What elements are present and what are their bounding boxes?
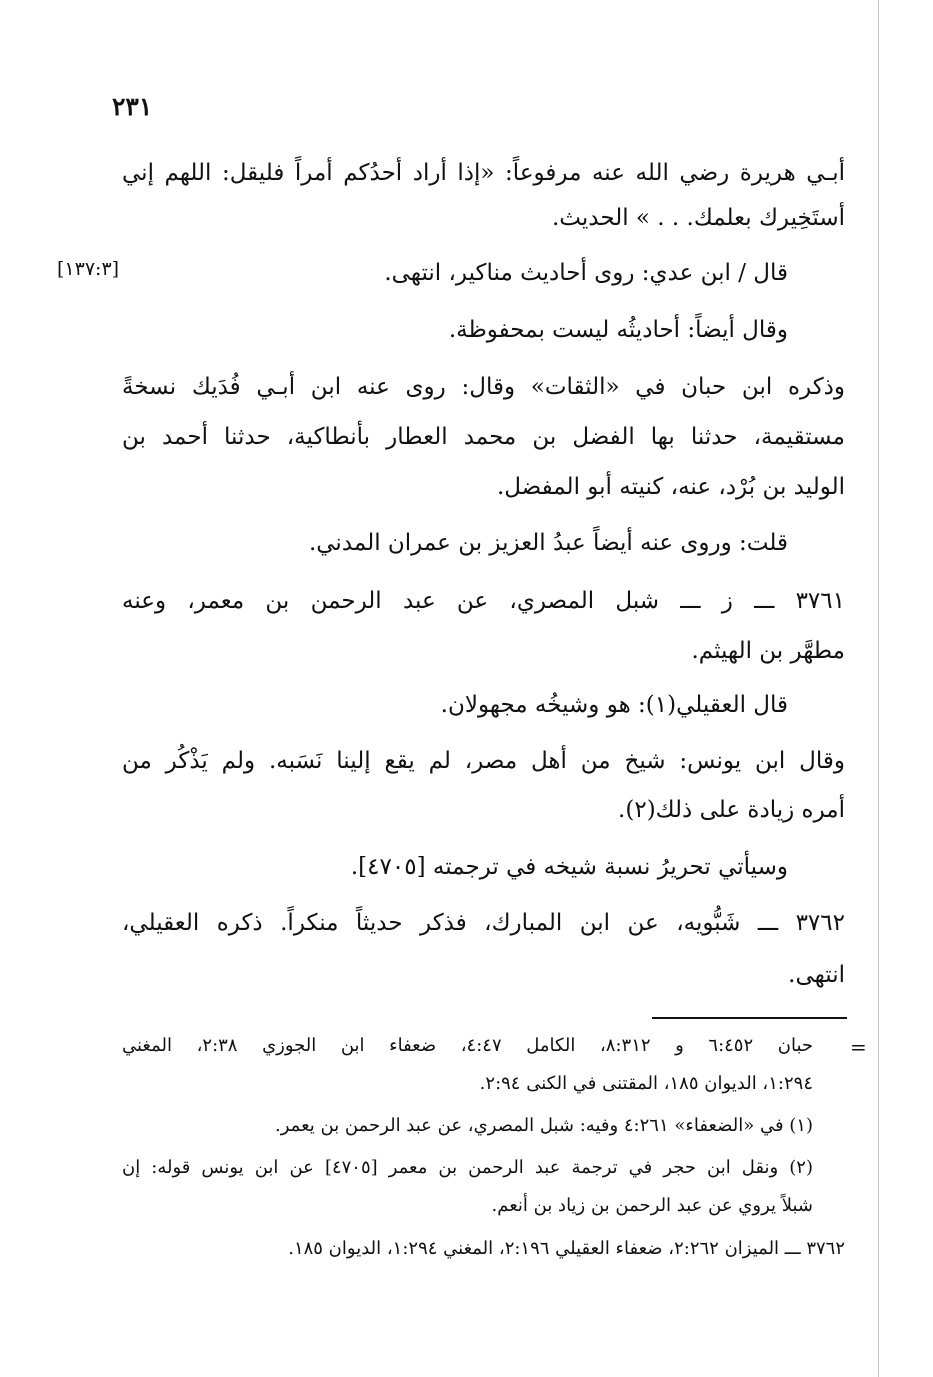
body-line: وقال أيضاً: أحاديثُه ليست بمحفوظة.: [448, 317, 788, 343]
body-line: مطهَّر بن الهيثم.: [691, 638, 845, 664]
body-line: وقال ابن يونس: شيخ من أهل مصر، لم يقع إلينا نَسَبه. ولم يَذْكُر من: [122, 748, 845, 774]
entry-3761-line: ٣٧٦١ ـــ ز ـــ شبل المصري، عن عبد الرحمن بن معمر، وعنه: [122, 588, 845, 614]
footnote-1: (١) في «الضعفاء» ٤:٢٦١ وفيه: شبل المصري، عن عبد الرحمن بن يعمر.: [275, 1115, 813, 1136]
footnote-line: شبلاً يروي عن عبد الرحمن بن زياد بن أنعم.: [491, 1195, 813, 1216]
continuation-mark: =: [850, 1035, 867, 1059]
footnote-2: (٢) ونقل ابن حجر في ترجمة عبد الرحمن بن معمر [٤٧٠٥] عن ابن يونس قوله: إن: [122, 1157, 813, 1178]
margin-reference: [١٣٧:٣]: [57, 258, 120, 280]
body-line: قال العقيلي(١): هو وشيخُه مجهولان.: [440, 692, 788, 718]
body-line: مستقيمة، حدثنا بها الفضل بن محمد العطار بأنطاكية، حدثنا أحمد بن: [122, 424, 845, 450]
body-line: قلت: وروى عنه أيضاً عبدُ العزيز بن عمران المدني.: [308, 530, 788, 556]
footnote-3762: ٣٧٦٢ ـــ الميزان ٢:٢٦٢، ضعفاء العقيلي ٢:١٩٦، المغني ١:٢٩٤، الديوان ١٨٥.: [288, 1238, 845, 1259]
body-line: أستَخِيرك بعلمك. . . » الحديث.: [551, 205, 845, 231]
page-edge-line: [878, 0, 879, 1377]
body-line: أمره زيادة على ذلك(٢).: [618, 797, 845, 823]
footnote-separator: [652, 1017, 847, 1019]
entry-3762-line: ٣٧٦٢ ـــ شَبُّويه، عن ابن المبارك، فذكر حديثاً منكراً. ذكره العقيلي،: [122, 910, 845, 936]
body-line: الوليد بن بُرْد، عنه، كنيته أبو المفضل.: [496, 474, 845, 500]
footnote-line: حبان ٦:٤٥٢ و ٨:٣١٢، الكامل ٤:٤٧، ضعفاء ابن الجوزي ٢:٣٨، المغني: [122, 1035, 814, 1056]
page-number: ٢٣١: [112, 92, 153, 121]
body-line: انتهى.: [788, 962, 845, 988]
body-line: وذكره ابن حبان في «الثقات» وقال: روى عنه ابن أبـي فُدَيك نسخةً: [122, 374, 845, 400]
footnote-line: ١:٢٩٤، الديوان ١٨٥، المقتنى في الكنى ٢:٩٤.: [479, 1073, 813, 1094]
body-line: وسيأتي تحريرُ نسبة شيخه في ترجمته [٤٧٠٥].: [350, 854, 788, 880]
body-line: أبـي هريرة رضي الله عنه مرفوعاً: «إذا أراد أحدُكم أمراً فليقل: اللهم إني: [122, 160, 845, 186]
body-line: قال / ابن عدي: روى أحاديث مناكير، انتهى.: [384, 260, 788, 286]
